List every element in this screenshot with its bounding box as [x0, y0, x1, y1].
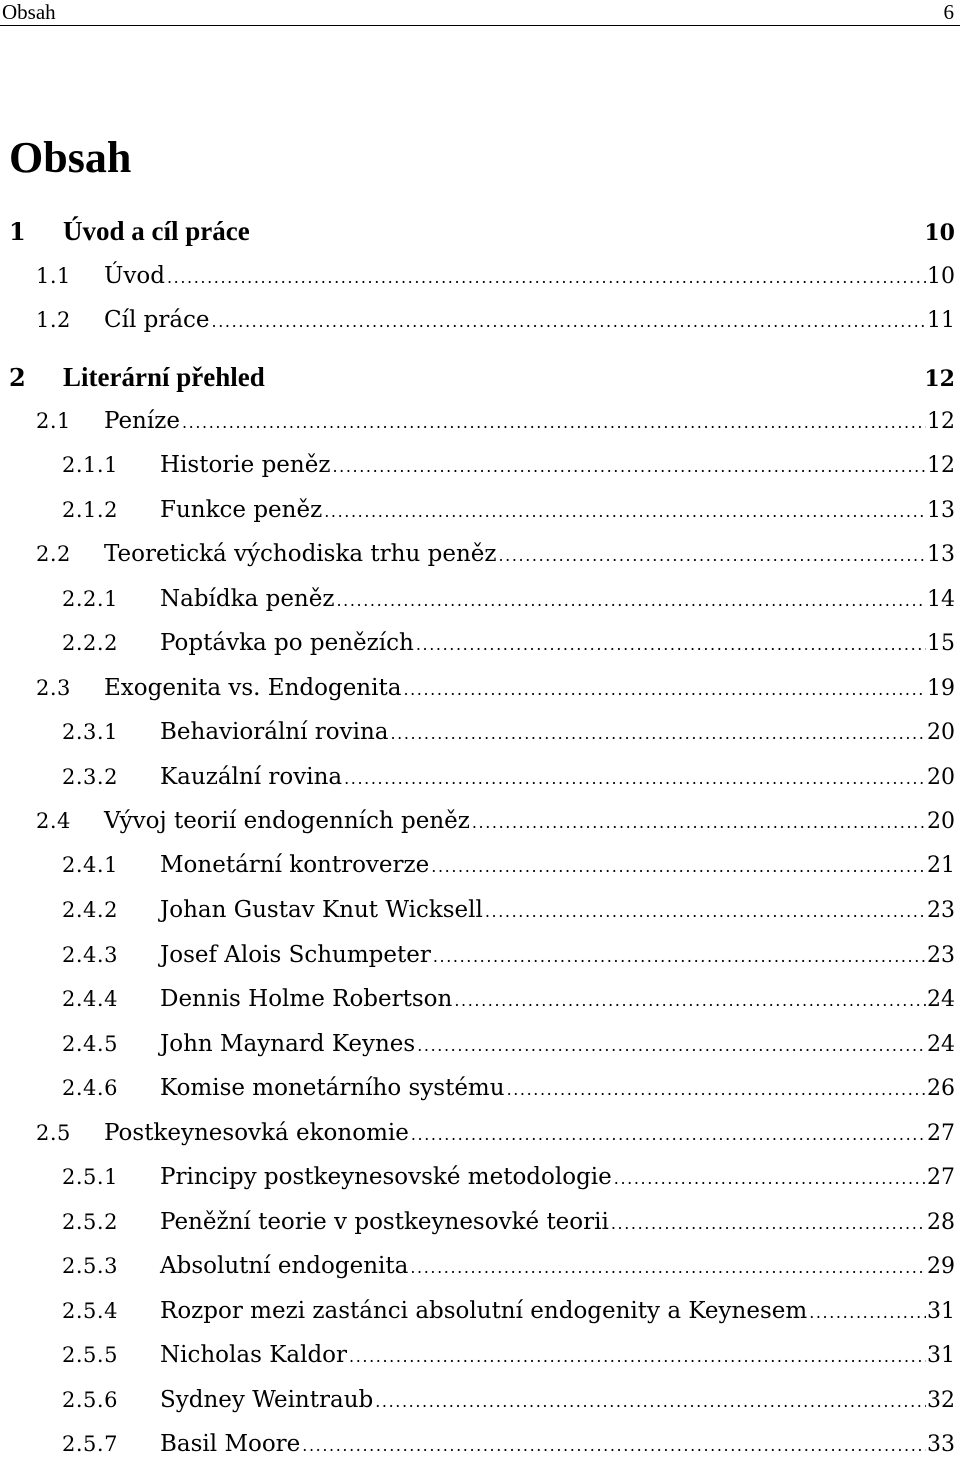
toc-entry[interactable] — [36, 673, 955, 703]
toc-entry-page-number: 12 — [927, 453, 955, 478]
toc-entry-number: 2.1.1 — [62, 453, 118, 477]
toc-entry-title: Josef Alois Schumpeter — [160, 942, 431, 968]
toc-entry[interactable] — [62, 1340, 955, 1370]
toc-entry-page-number: 27 — [927, 1121, 955, 1146]
toc-entry-page-number: 32 — [927, 1388, 955, 1413]
toc-dot-leader — [349, 1342, 926, 1372]
toc-entry-number: 1.1 — [36, 264, 71, 288]
toc-entry-number: 2 — [9, 363, 26, 392]
toc-entry-number: 2.2.1 — [62, 587, 118, 611]
toc-dot-leader — [614, 1164, 926, 1194]
toc-entry-number: 1.2 — [36, 308, 71, 332]
toc-entry[interactable] — [62, 1296, 955, 1326]
toc-entry-number: 2.4.2 — [62, 898, 118, 922]
toc-dot-leader — [332, 452, 926, 482]
toc-dot-leader — [498, 541, 926, 571]
toc-entry-page-number: 12 — [927, 409, 955, 434]
toc-entry[interactable] — [62, 717, 955, 747]
toc-dot-leader — [324, 497, 926, 527]
toc-entry-title: Peněžní teorie v postkeynesovké teorii — [160, 1209, 609, 1235]
toc-entry-title: Behaviorální rovina — [160, 719, 389, 745]
toc-entry[interactable] — [36, 406, 955, 436]
header-rule — [0, 25, 960, 26]
toc-entry[interactable] — [9, 362, 955, 392]
toc-dot-leader — [416, 630, 926, 660]
toc-entry-page-number: 23 — [927, 943, 955, 968]
toc-entry[interactable] — [62, 1073, 955, 1103]
toc-dot-leader — [454, 986, 926, 1016]
toc-entry-number: 2.5.6 — [62, 1388, 118, 1412]
toc-entry-page-number: 13 — [927, 498, 955, 523]
toc-entry-page-number: 21 — [927, 853, 955, 878]
toc-entry-title: Literární přehled — [63, 362, 265, 392]
toc-entry-page-number: 23 — [927, 898, 955, 923]
toc-entry-number: 2.1.2 — [62, 498, 118, 522]
toc-dot-leader — [212, 307, 926, 337]
toc-entry-number: 2.2 — [36, 542, 71, 566]
toc-entry-page-number: 33 — [927, 1432, 955, 1457]
toc-entry-page-number: 28 — [927, 1210, 955, 1235]
toc-dot-leader — [391, 719, 927, 749]
toc-entry-number: 2.2.2 — [62, 631, 118, 655]
toc-entry-title: Sydney Weintraub — [160, 1387, 374, 1413]
header-title: Obsah — [2, 0, 56, 24]
toc-entry-page-number: 10 — [927, 264, 955, 289]
toc-entry-page-number: 20 — [927, 720, 955, 745]
toc-entry-title: Úvod — [104, 263, 165, 289]
toc-entry-title: Peníze — [104, 408, 180, 434]
toc-entry-title: Funkce peněz — [160, 497, 323, 523]
toc-entry[interactable] — [9, 216, 955, 246]
toc-entry-page-number: 14 — [927, 587, 955, 612]
toc-entry[interactable] — [62, 940, 955, 970]
toc-entry-page-number: 26 — [927, 1076, 955, 1101]
toc-entry[interactable] — [36, 261, 955, 291]
header-page-number: 6 — [943, 0, 954, 24]
toc-entry-title: Dennis Holme Robertson — [160, 986, 453, 1012]
toc-entry-page-number: 20 — [927, 765, 955, 790]
toc-entry-title: Úvod a cíl práce — [63, 216, 250, 246]
toc-entry-page-number: 29 — [927, 1254, 955, 1279]
toc-entry-title: Principy postkeynesovské metodologie — [160, 1164, 612, 1190]
toc-dot-leader — [403, 675, 926, 705]
toc-dot-leader — [411, 1120, 926, 1150]
toc-dot-leader — [417, 1031, 926, 1061]
toc-heading: Obsah — [9, 133, 132, 182]
toc-entry-page-number: 27 — [927, 1165, 955, 1190]
toc-entry[interactable] — [36, 305, 955, 335]
toc-entry[interactable] — [62, 1385, 955, 1415]
toc-entry-page-number: 24 — [927, 987, 955, 1012]
toc-dot-leader — [472, 808, 926, 838]
toc-entry-page-number: 19 — [927, 676, 955, 701]
toc-entry[interactable] — [62, 1207, 955, 1237]
toc-entry-title: Cíl práce — [104, 307, 210, 333]
toc-dot-leader — [302, 1431, 926, 1461]
toc-entry[interactable] — [62, 850, 955, 880]
toc-entry-number: 1 — [9, 217, 26, 246]
toc-entry-title: John Maynard Keynes — [160, 1031, 416, 1057]
toc-entry-page-number: 15 — [927, 631, 955, 656]
toc-entry-page-number: 12 — [924, 366, 955, 392]
toc-dot-leader — [167, 263, 926, 293]
toc-entry-number: 2.4.6 — [62, 1076, 118, 1100]
toc-entry[interactable] — [62, 895, 955, 925]
toc-entry-number: 2.4.5 — [62, 1032, 118, 1056]
toc-entry-title: Poptávka po penězích — [160, 630, 414, 656]
toc-entry-number: 2.5.2 — [62, 1210, 118, 1234]
toc-dot-leader — [507, 1075, 926, 1105]
toc-entry-number: 2.1 — [36, 409, 71, 433]
toc-entry[interactable] — [62, 584, 955, 614]
toc-entry-title: Exogenita vs. Endogenita — [104, 675, 402, 701]
toc-entry[interactable] — [62, 1029, 955, 1059]
toc-entry-page-number: 10 — [924, 220, 955, 246]
toc-entry-title: Rozpor mezi zastánci absolutní endogenity a Keynesem — [160, 1298, 808, 1324]
toc-entry-title: Absolutní endogenita — [160, 1253, 409, 1279]
toc-entry-number: 2.3.1 — [62, 720, 118, 744]
toc-dot-leader — [344, 764, 926, 794]
toc-dot-leader — [375, 1387, 926, 1417]
toc-entry[interactable] — [62, 1429, 955, 1459]
toc-dot-leader — [611, 1209, 926, 1239]
toc-entry-title: Postkeynesovká ekonomie — [104, 1120, 409, 1146]
toc-dot-leader — [410, 1253, 926, 1283]
toc-entry[interactable] — [62, 1251, 955, 1281]
toc-entry-title: Basil Moore — [160, 1431, 301, 1457]
toc-entry-title: Teoretická východiska trhu peněz — [104, 541, 497, 567]
toc-entry-title: Historie peněz — [160, 452, 331, 478]
toc-dot-leader — [809, 1298, 926, 1328]
toc-entry[interactable] — [62, 450, 955, 480]
toc-entry-number: 2.3 — [36, 676, 71, 700]
toc-dot-leader — [431, 852, 926, 882]
toc-entry[interactable] — [62, 495, 955, 525]
toc-dot-leader — [433, 942, 926, 972]
toc-entry-page-number: 11 — [927, 308, 955, 333]
toc-entry[interactable] — [62, 1162, 955, 1192]
toc-entry[interactable] — [62, 984, 955, 1014]
toc-dot-leader — [182, 408, 926, 438]
toc-entry-number: 2.5.1 — [62, 1165, 118, 1189]
toc-entry-number: 2.4.1 — [62, 853, 118, 877]
toc-entry-title: Monetární kontroverze — [160, 852, 430, 878]
toc-entry-number: 2.5.5 — [62, 1343, 118, 1367]
toc-entry-title: Komise monetárního systému — [160, 1075, 505, 1101]
toc-entry-title: Nicholas Kaldor — [160, 1342, 348, 1368]
toc-entry-title: Vývoj teorií endogenních peněz — [104, 808, 470, 834]
running-header — [0, 0, 960, 26]
toc-entry-page-number: 13 — [927, 542, 955, 567]
toc-entry[interactable] — [62, 762, 955, 792]
toc-entry-title: Kauzální rovina — [160, 764, 343, 790]
toc-entry-page-number: 31 — [927, 1343, 955, 1368]
toc-dot-leader — [485, 897, 926, 927]
toc-entry-number: 2.5.3 — [62, 1254, 118, 1278]
toc-entry[interactable] — [36, 539, 955, 569]
toc-entry-title: Johan Gustav Knut Wicksell — [160, 897, 483, 923]
toc-entry-number: 2.4 — [36, 809, 71, 833]
toc-entry[interactable] — [62, 628, 955, 658]
toc-entry-title: Nabídka peněz — [160, 586, 335, 612]
toc-entry-number: 2.5 — [36, 1121, 71, 1145]
toc-entry-number: 2.4.3 — [62, 943, 118, 967]
toc-entry-number: 2.3.2 — [62, 765, 118, 789]
toc-entry-page-number: 20 — [927, 809, 955, 834]
toc-entry[interactable] — [36, 806, 955, 836]
toc-dot-leader — [336, 586, 926, 616]
toc-entry[interactable] — [36, 1118, 955, 1148]
toc-entry-number: 2.5.7 — [62, 1432, 118, 1456]
toc-entry-page-number: 24 — [927, 1032, 955, 1057]
toc-entry-number: 2.5.4 — [62, 1299, 118, 1323]
toc-entry-number: 2.4.4 — [62, 987, 118, 1011]
toc-entry-page-number: 31 — [927, 1299, 955, 1324]
